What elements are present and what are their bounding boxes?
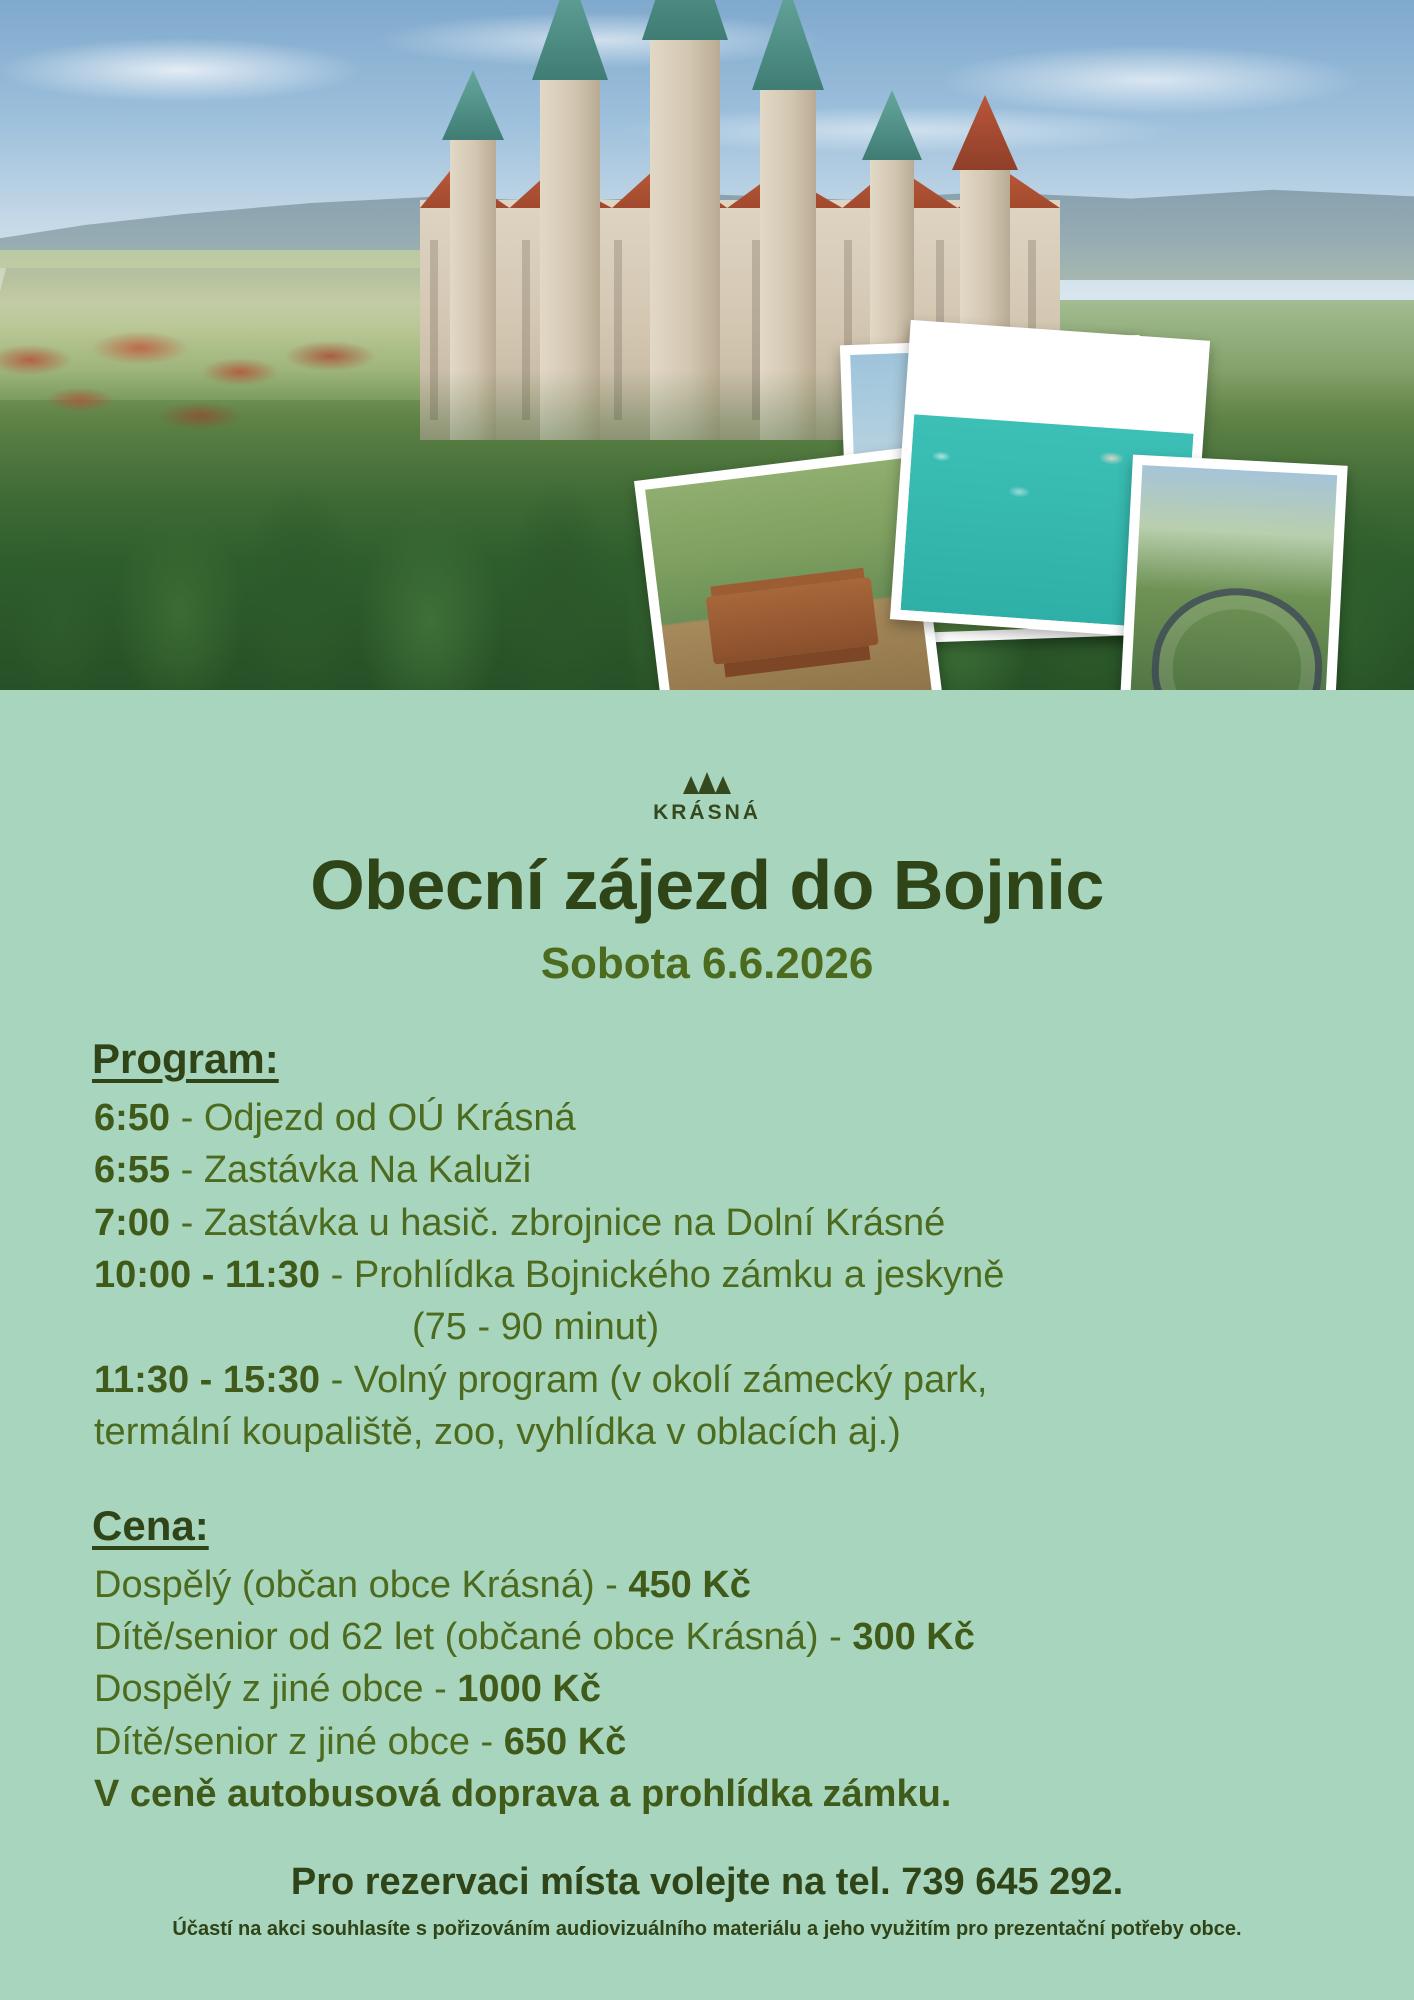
price-item-label: Dítě/senior od 62 let (občané obce Krásná) - [94,1615,853,1658]
program-item-dash: - [170,1097,204,1139]
program-item-dash: - [170,1201,204,1244]
program-item-continued [94,1409,1332,1455]
hero-photo-collage [0,0,1414,700]
price-item [94,1614,1332,1660]
program-item-time: 6:50 [94,1097,171,1139]
program-item [94,1200,1332,1246]
price-item-label: Dospělý z jiné obce - [94,1668,458,1711]
program-item [94,1357,1332,1403]
viewpoint-slide-photo [1128,465,1337,700]
reservation-phone-note: Pro rezervaci místa volejte na tel. 739 645 292. [290,1861,1124,1904]
program-item-time: 10:00 - 11:30 [94,1254,321,1297]
program-item [94,1252,1332,1298]
program-item-dash: - [320,1254,354,1297]
price-included-note: V ceně autobusová doprava a prohlídka zámku. [94,1772,952,1815]
program-item-text: termální koupaliště, zoo, vyhlídka v oblacích aj.) [94,1411,901,1454]
price-item-amount: 650 Kč [503,1720,627,1763]
price-item-amount: 300 Kč [852,1615,975,1658]
program-item-text: Odjezd od OÚ Krásná [203,1097,576,1139]
price-item [94,1562,1332,1608]
price-item-amount: 450 Kč [628,1563,751,1606]
program-item-text: Volný program (v okolí zámecký park, [353,1358,988,1401]
price-item [94,1719,1332,1765]
program-item-dash: - [320,1358,354,1401]
page-title: Obecní zájezd do Bojnic [310,846,1104,924]
program-item-text: Prohlídka Bojnického zámku a jeskyně [353,1254,1005,1297]
poster-content [0,690,1414,2000]
polaroid-viewpoint-slide [1117,455,1347,700]
program-item-text: Zastávka Na Kaluži [203,1149,532,1192]
page-subtitle: Sobota 6.6.2026 [540,939,874,988]
program-item [94,1147,1332,1193]
program-item-text: Zastávka u hasič. zbrojnice na Dolní Krásné [203,1201,946,1244]
program-item-note [412,1304,1332,1350]
program-item-text: (75 - 90 minut) [412,1306,660,1349]
program-heading: Program: [92,1035,279,1082]
price-item-label: Dítě/senior z jiné obce - [94,1720,504,1763]
price-section [82,1456,1332,1818]
price-item-amount: 1000 Kč [457,1668,601,1711]
program-item-dash: - [170,1149,204,1192]
program-item [94,1095,1332,1141]
program-item-time: 6:55 [94,1149,171,1192]
media-disclaimer: Účastí na akci souhlasíte s pořizováním audiovizuálního materiálu a jeho využitím pro prezentační potřeby obce. [172,1918,1242,1941]
mountain-crown-icon [681,770,733,796]
price-item [94,1666,1332,1712]
village-logo [0,770,1414,823]
program-item-time: 7:00 [94,1201,171,1244]
price-item-label: Dospělý (občan obce Krásná) - [94,1563,629,1606]
program-section [82,989,1332,1456]
price-heading: Cena: [92,1501,209,1549]
program-item-time: 11:30 - 15:30 [94,1358,321,1401]
zoo-bojnice-photo [645,458,935,700]
village-logo-text: KRÁSNÁ [653,801,761,824]
